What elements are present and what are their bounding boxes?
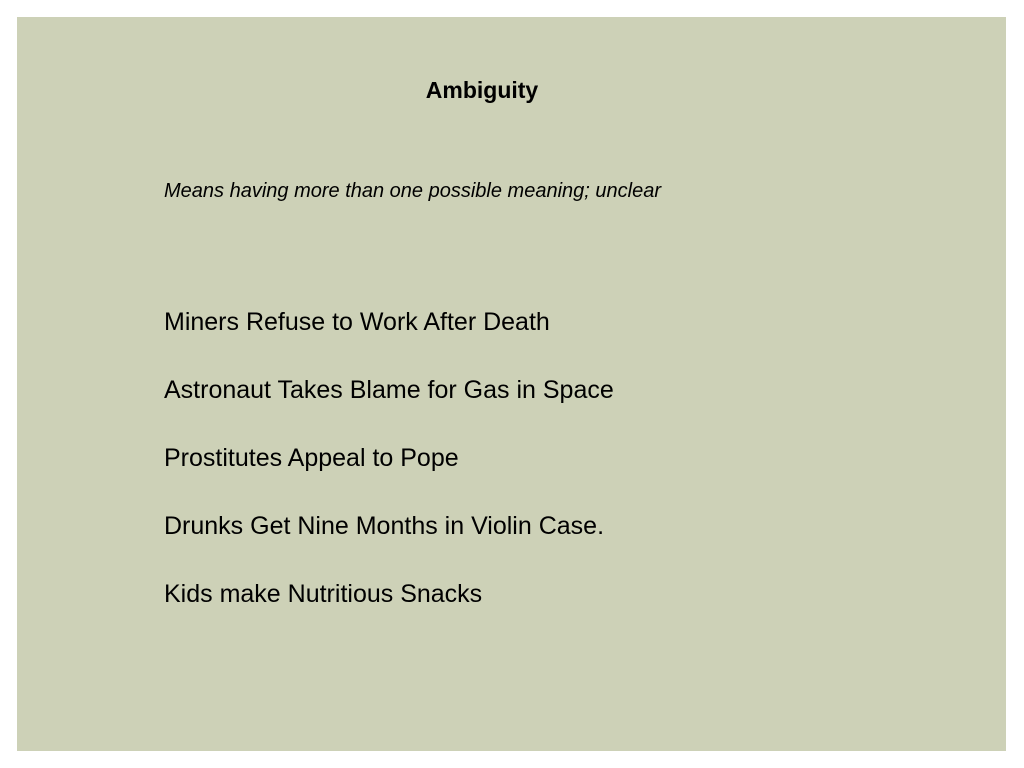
headline-item: Kids make Nutritious Snacks <box>164 580 483 608</box>
definition-text: Means having more than one possible meaning; unclear <box>164 180 661 202</box>
headline-item: Drunks Get Nine Months in Violin Case. <box>164 512 605 540</box>
slide-panel <box>17 17 1006 751</box>
slide-title: Ambiguity <box>425 77 539 103</box>
headline-list <box>164 305 614 645</box>
headline-item: Astronaut Takes Blame for Gas in Space <box>164 376 614 404</box>
headline-item: Prostitutes Appeal to Pope <box>164 444 459 472</box>
headline-item: Miners Refuse to Work After Death <box>164 308 550 336</box>
